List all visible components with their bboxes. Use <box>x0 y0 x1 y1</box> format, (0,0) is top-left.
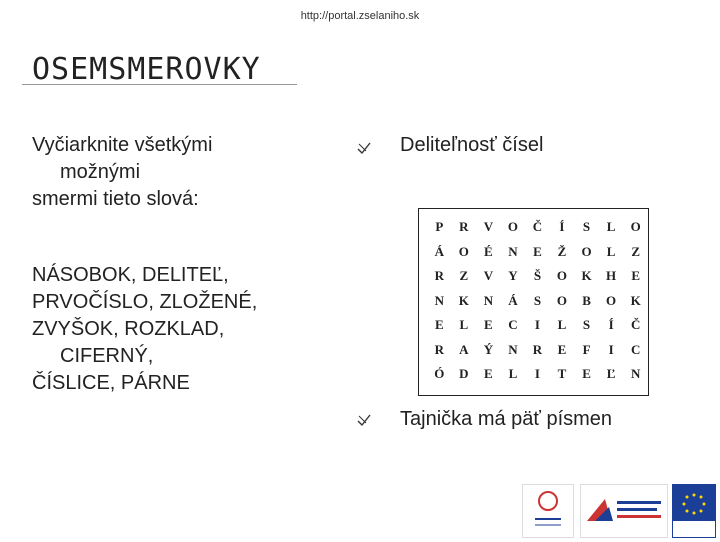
grid-letter: R <box>434 268 444 284</box>
grid-letter: Í <box>608 317 614 333</box>
grid-letter: O <box>581 243 592 259</box>
grid-letter: C <box>631 341 641 357</box>
instruction-line: Vyčiarknite všetkými <box>32 134 213 156</box>
grid-letter: Z <box>631 243 641 259</box>
grid-letter: E <box>533 243 542 259</box>
grid-letter: E <box>434 317 444 333</box>
word-line: ČÍSLICE, PÁRNE <box>32 372 190 394</box>
grid-letter: H <box>606 268 617 284</box>
grid-letter: D <box>459 366 469 382</box>
grid-row <box>427 240 648 265</box>
grid-letter: O <box>606 292 617 308</box>
grid-letter: Š <box>533 268 542 284</box>
source-url: http://portal.zselaniho.sk <box>300 10 420 22</box>
agency-logo <box>580 484 668 538</box>
grid-letter: Ó <box>434 366 445 382</box>
grid-letter: I <box>534 317 540 333</box>
grid-letter: Á <box>434 243 444 259</box>
word-list <box>32 262 352 397</box>
grid-letter: S <box>533 292 542 308</box>
grid-letter: O <box>556 292 568 308</box>
grid-letter: T <box>557 366 567 382</box>
grid-letter: N <box>483 292 494 308</box>
grid-row <box>427 362 648 387</box>
grid-letter: K <box>581 268 592 284</box>
grid-row <box>427 313 648 338</box>
grid-letter: S <box>582 219 591 235</box>
grid-letter: N <box>508 341 518 357</box>
grid-letter: O <box>507 219 518 235</box>
title-divider <box>22 84 297 85</box>
check-bullet-icon <box>356 140 372 161</box>
grid-letter: N <box>508 243 518 259</box>
grid-letter: Č <box>631 317 641 333</box>
grid-letter: Í <box>559 219 565 235</box>
grid-row <box>427 289 648 314</box>
grid-letter: O <box>556 268 568 284</box>
topic-heading: Deliteľnosť čísel <box>400 134 544 156</box>
grid-letter: Z <box>459 268 469 284</box>
grid-letter: Á <box>508 292 518 308</box>
grid-letter: E <box>582 366 591 382</box>
instruction-line: smermi tieto slová: <box>32 188 199 210</box>
grid-letter: R <box>532 341 543 357</box>
grid-letter: Y <box>508 268 518 284</box>
grid-letter: Ľ <box>606 366 616 382</box>
grid-letter: R <box>459 219 469 235</box>
grid-letter: Ž <box>557 243 567 259</box>
grid-letter: C <box>508 317 518 333</box>
grid-letter: S <box>582 317 591 333</box>
eu-flag-logo <box>672 484 716 538</box>
word-search-grid <box>418 208 649 396</box>
grid-letter: Č <box>532 219 543 235</box>
word-line: CIFERNÝ, <box>60 345 154 367</box>
grid-letter: N <box>631 366 641 382</box>
word-line: NÁSOBOK, DELITEĽ, <box>32 264 229 286</box>
grid-letter: K <box>458 292 469 308</box>
grid-letter: V <box>483 219 494 235</box>
sponsor-logos <box>522 484 718 538</box>
check-bullet-icon <box>356 412 372 433</box>
grid-letter: O <box>630 219 641 235</box>
grid-letter: E <box>631 268 641 284</box>
grid-letter: E <box>484 317 493 333</box>
grid-letter: B <box>582 292 591 308</box>
grid-letter: R <box>434 341 444 357</box>
hint-text: Tajnička má päť písmen <box>400 408 613 430</box>
grid-letter: E <box>484 366 493 382</box>
grid-letter: N <box>434 292 444 308</box>
grid-row <box>427 338 648 363</box>
grid-row <box>427 264 648 289</box>
grid-letter: K <box>630 292 641 308</box>
grid-letter: P <box>435 219 444 235</box>
word-line: PRVOČÍSLO, ZLOŽENÉ, <box>32 291 258 313</box>
grid-letter: L <box>459 317 469 333</box>
grid-letter: L <box>508 366 518 382</box>
instructions <box>32 132 332 213</box>
instruction-line: možnými <box>60 161 141 183</box>
grid-letter: L <box>606 243 616 259</box>
grid-row <box>427 215 648 240</box>
grid-letter: F <box>582 341 591 357</box>
grid-letter: A <box>459 341 469 357</box>
grid-letter: E <box>557 341 567 357</box>
grid-letter: V <box>483 268 494 284</box>
grid-letter: I <box>534 366 540 382</box>
grid-letter: É <box>484 243 493 259</box>
word-line: ZVYŠOK, ROZKLAD, <box>32 318 225 340</box>
slide-title: OSEMSMEROVKY <box>32 52 261 87</box>
grid-letter: Ý <box>483 341 494 357</box>
grid-letter: L <box>606 219 616 235</box>
grid-letter: O <box>458 243 469 259</box>
grid-letter: I <box>608 341 614 357</box>
grid-letter: L <box>557 317 567 333</box>
school-logo <box>522 484 574 538</box>
